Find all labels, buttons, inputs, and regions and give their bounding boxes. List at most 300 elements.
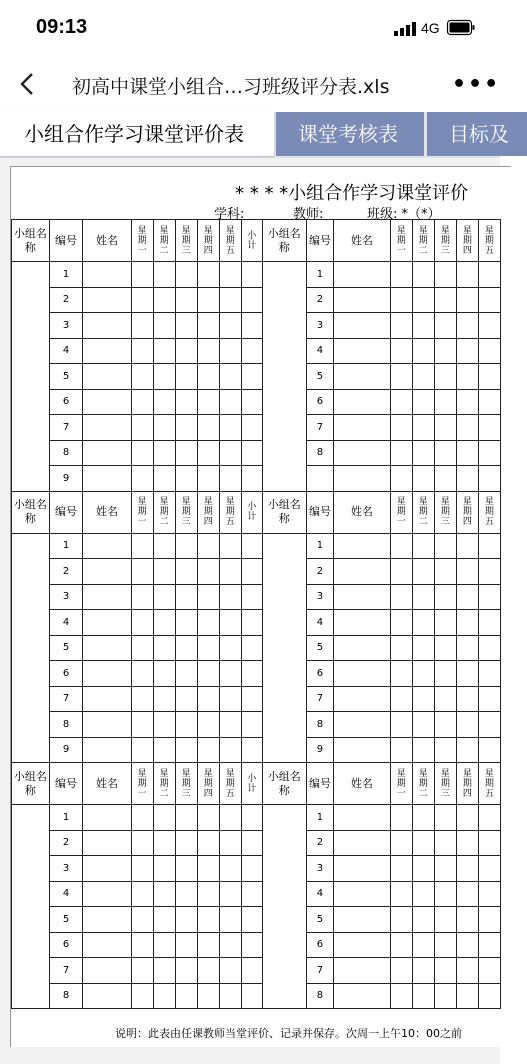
score-cell[interactable] [390,262,412,288]
score-cell[interactable] [434,389,456,415]
score-cell[interactable] [197,686,219,712]
score-cell[interactable] [175,389,197,415]
score-cell[interactable] [456,737,478,763]
number-cell[interactable]: 2 [306,830,333,856]
number-cell[interactable]: 5 [49,364,83,390]
score-cell[interactable] [131,364,153,390]
number-cell[interactable]: 7 [49,958,83,984]
score-cell[interactable] [434,262,456,288]
score-cell[interactable] [175,533,197,559]
score-cell[interactable] [390,415,412,441]
score-cell[interactable] [412,635,434,661]
score-cell[interactable] [153,533,175,559]
score-cell[interactable] [456,610,478,636]
score-cell[interactable] [197,805,219,831]
score-cell[interactable] [390,881,412,907]
score-cell[interactable] [197,440,219,466]
number-cell[interactable]: 2 [306,559,333,585]
score-cell[interactable] [456,415,478,441]
score-cell[interactable] [390,983,412,1009]
number-cell[interactable]: 4 [306,881,333,907]
score-cell[interactable] [412,856,434,882]
number-cell[interactable]: 4 [49,610,83,636]
score-cell[interactable] [434,610,456,636]
score-cell[interactable] [131,635,153,661]
score-cell[interactable] [434,635,456,661]
score-cell[interactable] [334,635,391,661]
number-cell[interactable]: 5 [306,907,333,933]
score-cell[interactable] [434,661,456,687]
score-cell[interactable] [153,466,175,492]
score-cell[interactable] [131,907,153,933]
score-cell[interactable] [197,338,219,364]
score-cell[interactable] [478,262,500,288]
score-cell[interactable] [412,313,434,339]
score-cell[interactable] [478,584,500,610]
score-cell[interactable] [219,661,241,687]
score-cell[interactable] [131,533,153,559]
score-cell[interactable] [241,712,262,738]
score-cell[interactable] [219,805,241,831]
score-cell[interactable] [197,635,219,661]
score-cell[interactable] [478,415,500,441]
score-cell[interactable] [241,262,262,288]
number-cell[interactable]: 3 [306,584,333,610]
number-cell[interactable]: 3 [49,856,83,882]
score-cell[interactable] [153,262,175,288]
score-cell[interactable] [197,958,219,984]
score-cell[interactable] [83,559,131,585]
score-cell[interactable] [334,338,391,364]
number-cell[interactable]: 4 [306,610,333,636]
score-cell[interactable] [478,313,500,339]
group-name-cell[interactable] [12,533,50,763]
score-cell[interactable] [197,313,219,339]
number-cell[interactable]: 8 [49,712,83,738]
score-cell[interactable] [390,737,412,763]
score-cell[interactable] [434,364,456,390]
number-cell[interactable]: 7 [306,686,333,712]
number-cell[interactable]: 6 [49,932,83,958]
score-cell[interactable] [241,287,262,313]
score-cell[interactable] [434,287,456,313]
score-cell[interactable] [175,712,197,738]
score-cell[interactable] [175,287,197,313]
score-cell[interactable] [175,661,197,687]
score-cell[interactable] [83,932,131,958]
score-cell[interactable] [334,313,391,339]
score-cell[interactable] [153,661,175,687]
score-cell[interactable] [456,440,478,466]
score-cell[interactable] [434,584,456,610]
score-cell[interactable] [175,932,197,958]
group-name-cell[interactable] [262,805,306,1009]
number-cell[interactable]: 4 [49,881,83,907]
score-cell[interactable] [390,338,412,364]
score-cell[interactable] [219,584,241,610]
score-cell[interactable] [83,262,131,288]
score-cell[interactable] [219,287,241,313]
number-cell[interactable]: 8 [49,440,83,466]
score-cell[interactable] [241,686,262,712]
score-cell[interactable] [434,440,456,466]
score-cell[interactable] [434,533,456,559]
score-cell[interactable] [197,907,219,933]
score-cell[interactable] [478,440,500,466]
score-cell[interactable] [334,364,391,390]
score-cell[interactable] [478,533,500,559]
tab-goals[interactable]: 目标及 [427,112,527,156]
score-cell[interactable] [412,737,434,763]
score-cell[interactable] [334,830,391,856]
score-cell[interactable] [175,364,197,390]
score-cell[interactable] [456,287,478,313]
score-cell[interactable] [456,932,478,958]
score-cell[interactable] [478,958,500,984]
score-cell[interactable] [175,805,197,831]
score-cell[interactable] [478,466,500,492]
score-cell[interactable] [456,466,478,492]
score-cell[interactable] [456,635,478,661]
number-cell[interactable]: 7 [49,686,83,712]
score-cell[interactable] [390,686,412,712]
score-cell[interactable] [83,313,131,339]
score-cell[interactable] [390,559,412,585]
score-cell[interactable] [197,287,219,313]
score-cell[interactable] [219,610,241,636]
score-cell[interactable] [131,287,153,313]
score-cell[interactable] [334,881,391,907]
score-cell[interactable] [434,737,456,763]
score-cell[interactable] [334,958,391,984]
score-cell[interactable] [434,958,456,984]
score-cell[interactable] [241,958,262,984]
score-cell[interactable] [153,712,175,738]
score-cell[interactable] [456,907,478,933]
score-cell[interactable] [241,389,262,415]
score-cell[interactable] [219,262,241,288]
score-cell[interactable] [390,466,412,492]
score-cell[interactable] [434,805,456,831]
score-cell[interactable] [197,881,219,907]
score-cell[interactable] [241,584,262,610]
back-icon[interactable] [16,68,40,100]
score-cell[interactable] [412,262,434,288]
score-cell[interactable] [478,830,500,856]
score-cell[interactable] [390,958,412,984]
score-cell[interactable] [334,712,391,738]
score-cell[interactable] [334,415,391,441]
score-cell[interactable] [175,830,197,856]
score-cell[interactable] [478,805,500,831]
score-cell[interactable] [456,313,478,339]
score-cell[interactable] [197,830,219,856]
score-cell[interactable] [153,983,175,1009]
score-cell[interactable] [434,856,456,882]
score-cell[interactable] [478,881,500,907]
score-cell[interactable] [241,610,262,636]
score-cell[interactable] [334,805,391,831]
score-cell[interactable] [131,262,153,288]
score-cell[interactable] [241,830,262,856]
score-cell[interactable] [175,262,197,288]
score-cell[interactable] [197,364,219,390]
score-cell[interactable] [83,958,131,984]
score-cell[interactable] [175,338,197,364]
score-cell[interactable] [219,635,241,661]
score-cell[interactable] [334,533,391,559]
score-cell[interactable] [219,881,241,907]
score-cell[interactable] [83,881,131,907]
score-cell[interactable] [241,856,262,882]
score-cell[interactable] [434,313,456,339]
score-cell[interactable] [412,686,434,712]
score-cell[interactable] [412,389,434,415]
score-cell[interactable] [83,907,131,933]
score-cell[interactable] [131,686,153,712]
score-cell[interactable] [434,415,456,441]
score-cell[interactable] [412,983,434,1009]
number-cell[interactable]: 1 [306,805,333,831]
score-cell[interactable] [456,881,478,907]
score-cell[interactable] [412,712,434,738]
number-cell[interactable]: 9 [306,737,333,763]
score-cell[interactable] [175,958,197,984]
score-cell[interactable] [390,533,412,559]
number-cell[interactable]: 1 [49,805,83,831]
score-cell[interactable] [456,364,478,390]
score-cell[interactable] [390,313,412,339]
score-cell[interactable] [434,712,456,738]
score-cell[interactable] [390,805,412,831]
score-cell[interactable] [478,686,500,712]
number-cell[interactable]: 3 [49,584,83,610]
number-cell[interactable]: 3 [306,313,333,339]
score-cell[interactable] [390,635,412,661]
score-cell[interactable] [131,338,153,364]
score-cell[interactable] [241,932,262,958]
score-cell[interactable] [241,907,262,933]
number-cell[interactable]: 6 [306,661,333,687]
number-cell[interactable]: 4 [306,338,333,364]
number-cell[interactable]: 2 [49,287,83,313]
score-cell[interactable] [219,983,241,1009]
score-cell[interactable] [334,389,391,415]
score-cell[interactable] [412,610,434,636]
score-cell[interactable] [334,661,391,687]
score-cell[interactable] [175,610,197,636]
group-name-cell[interactable] [262,262,306,492]
score-cell[interactable] [153,559,175,585]
score-cell[interactable] [83,389,131,415]
number-cell[interactable] [306,466,333,492]
score-cell[interactable] [241,805,262,831]
score-cell[interactable] [83,635,131,661]
score-cell[interactable] [153,881,175,907]
score-cell[interactable] [456,533,478,559]
score-cell[interactable] [197,533,219,559]
score-cell[interactable] [131,983,153,1009]
score-cell[interactable] [456,584,478,610]
score-cell[interactable] [175,856,197,882]
score-cell[interactable] [434,338,456,364]
score-cell[interactable] [412,559,434,585]
number-cell[interactable]: 5 [49,635,83,661]
score-cell[interactable] [153,440,175,466]
score-cell[interactable] [175,686,197,712]
score-cell[interactable] [412,533,434,559]
score-cell[interactable] [241,440,262,466]
score-cell[interactable] [83,364,131,390]
score-cell[interactable] [153,338,175,364]
score-cell[interactable] [241,533,262,559]
score-cell[interactable] [131,856,153,882]
score-cell[interactable] [219,737,241,763]
score-cell[interactable] [153,686,175,712]
score-cell[interactable] [412,287,434,313]
number-cell[interactable]: 8 [306,983,333,1009]
score-cell[interactable] [197,559,219,585]
score-cell[interactable] [131,712,153,738]
score-cell[interactable] [153,958,175,984]
score-cell[interactable] [412,932,434,958]
score-cell[interactable] [83,287,131,313]
score-cell[interactable] [131,881,153,907]
score-cell[interactable] [153,584,175,610]
score-cell[interactable] [197,661,219,687]
more-icon[interactable]: ••• [452,72,501,97]
number-cell[interactable]: 1 [306,262,333,288]
score-cell[interactable] [83,610,131,636]
number-cell[interactable]: 1 [306,533,333,559]
score-cell[interactable] [175,983,197,1009]
score-cell[interactable] [390,584,412,610]
number-cell[interactable]: 3 [49,313,83,339]
score-cell[interactable] [390,440,412,466]
score-cell[interactable] [241,364,262,390]
score-cell[interactable] [153,856,175,882]
score-cell[interactable] [334,287,391,313]
score-cell[interactable] [412,958,434,984]
score-cell[interactable] [412,830,434,856]
number-cell[interactable]: 4 [49,338,83,364]
score-cell[interactable] [197,932,219,958]
score-cell[interactable] [83,584,131,610]
score-cell[interactable] [478,610,500,636]
score-cell[interactable] [83,338,131,364]
number-cell[interactable]: 5 [49,907,83,933]
score-cell[interactable] [175,907,197,933]
score-cell[interactable] [456,389,478,415]
score-cell[interactable] [83,737,131,763]
score-cell[interactable] [83,533,131,559]
score-cell[interactable] [456,338,478,364]
score-cell[interactable] [334,610,391,636]
score-cell[interactable] [478,712,500,738]
score-cell[interactable] [197,737,219,763]
score-cell[interactable] [434,932,456,958]
score-cell[interactable] [334,440,391,466]
score-cell[interactable] [83,661,131,687]
score-cell[interactable] [456,559,478,585]
score-cell[interactable] [412,466,434,492]
score-cell[interactable] [197,584,219,610]
number-cell[interactable]: 8 [49,983,83,1009]
score-cell[interactable] [131,737,153,763]
score-cell[interactable] [153,610,175,636]
score-cell[interactable] [175,415,197,441]
number-cell[interactable]: 6 [306,932,333,958]
score-cell[interactable] [131,415,153,441]
score-cell[interactable] [478,389,500,415]
score-cell[interactable] [219,415,241,441]
number-cell[interactable]: 5 [306,635,333,661]
score-cell[interactable] [241,635,262,661]
score-cell[interactable] [241,559,262,585]
score-cell[interactable] [219,712,241,738]
score-cell[interactable] [219,338,241,364]
score-cell[interactable] [153,364,175,390]
score-cell[interactable] [219,686,241,712]
score-cell[interactable] [390,712,412,738]
score-cell[interactable] [197,466,219,492]
score-cell[interactable] [83,856,131,882]
score-cell[interactable] [131,559,153,585]
score-cell[interactable] [412,661,434,687]
score-cell[interactable] [456,805,478,831]
number-cell[interactable]: 1 [49,533,83,559]
score-cell[interactable] [153,313,175,339]
tab-group-evaluation[interactable]: 小组合作学习课堂评价表 [0,112,274,156]
score-cell[interactable] [83,805,131,831]
score-cell[interactable] [83,415,131,441]
score-cell[interactable] [478,932,500,958]
score-cell[interactable] [83,830,131,856]
score-cell[interactable] [478,661,500,687]
score-cell[interactable] [153,932,175,958]
score-cell[interactable] [153,415,175,441]
score-cell[interactable] [131,313,153,339]
score-cell[interactable] [241,338,262,364]
score-cell[interactable] [390,907,412,933]
score-cell[interactable] [153,907,175,933]
score-cell[interactable] [456,983,478,1009]
score-cell[interactable] [241,983,262,1009]
score-cell[interactable] [334,737,391,763]
score-cell[interactable] [131,584,153,610]
score-cell[interactable] [334,932,391,958]
number-cell[interactable]: 3 [306,856,333,882]
score-cell[interactable] [219,559,241,585]
score-cell[interactable] [390,856,412,882]
score-cell[interactable] [219,856,241,882]
score-cell[interactable] [334,262,391,288]
score-cell[interactable] [131,440,153,466]
score-cell[interactable] [241,881,262,907]
score-cell[interactable] [390,830,412,856]
score-cell[interactable] [219,932,241,958]
score-cell[interactable] [153,737,175,763]
score-cell[interactable] [175,584,197,610]
score-cell[interactable] [334,686,391,712]
score-cell[interactable] [434,983,456,1009]
score-cell[interactable] [390,364,412,390]
number-cell[interactable]: 9 [49,737,83,763]
score-cell[interactable] [478,338,500,364]
score-cell[interactable] [175,737,197,763]
group-name-cell[interactable] [12,262,50,492]
score-cell[interactable] [478,737,500,763]
